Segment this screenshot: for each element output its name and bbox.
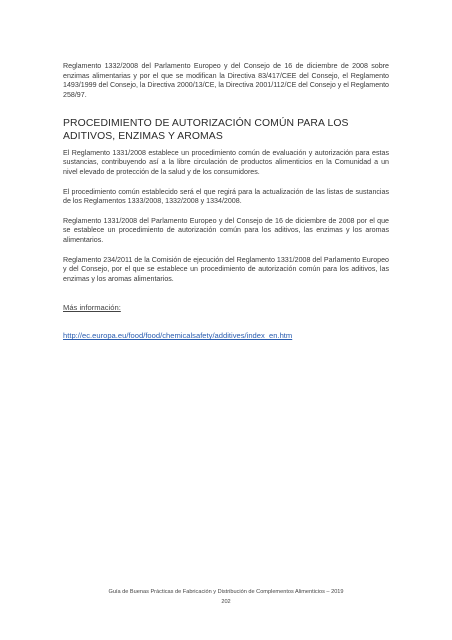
section-heading: PROCEDIMIENTO DE AUTORIZACIÓN COMÚN PARA LOS ADITIVOS, ENZIMAS Y AROMAS [63,118,349,142]
intro-paragraph: Reglamento 1332/2008 del Parlamento Europeo y del Consejo de 16 de diciembre de 2008 sobre enzimas alimentarias y por el que se modifican la Directiva 83/417/CEE del Consejo, el Reglamento 1493/1999 del Consejo, la Directiva 2000/13/CE, la Directiva 2001/112/CE del Consejo y el Reglamento 258/97. [63,62,389,99]
more-info-label: Más información: [63,303,121,313]
body-paragraph: Reglamento 234/2011 de la Comisión de ejecución del Reglamento 1331/2008 del Parlamento Europeo y del Consejo, por el que se establece un procedimiento de autorización común para los aditivos, las enzimas y los aromas alimentarios. [63,255,389,283]
footer-title: Guía de Buenas Prácticas de Fabricación y Distribución de Complementos Alimenticios – 2019 [108,589,344,595]
body-paragraph: Reglamento 1331/2008 del Parlamento Europeo y del Consejo de 16 de diciembre de 2008 por el que se establece un procedimiento de autorización común para los aditivos, las enzimas y los aromas alimentarios. [63,216,389,244]
more-info-link[interactable]: http://ec.europa.eu/food/food/chemicalsafety/additives/index_en.htm [63,331,293,341]
page-number: 202 [221,599,231,605]
page-content [63,62,389,343]
body-paragraph: El Reglamento 1331/2008 establece un procedimiento común de evaluación y autorización para estas sustancias, contribuyendo así a la libre circulación de productos alimenticios en la Comunidad a un nivel elevado de protección de la salud y de los consumidores. [63,148,389,176]
body-paragraph: El procedimiento común establecido será el que regirá para la actualización de las listas de sustancias de los Reglamentos 1333/2008, 1332/2008 y 1334/2008. [63,187,389,206]
